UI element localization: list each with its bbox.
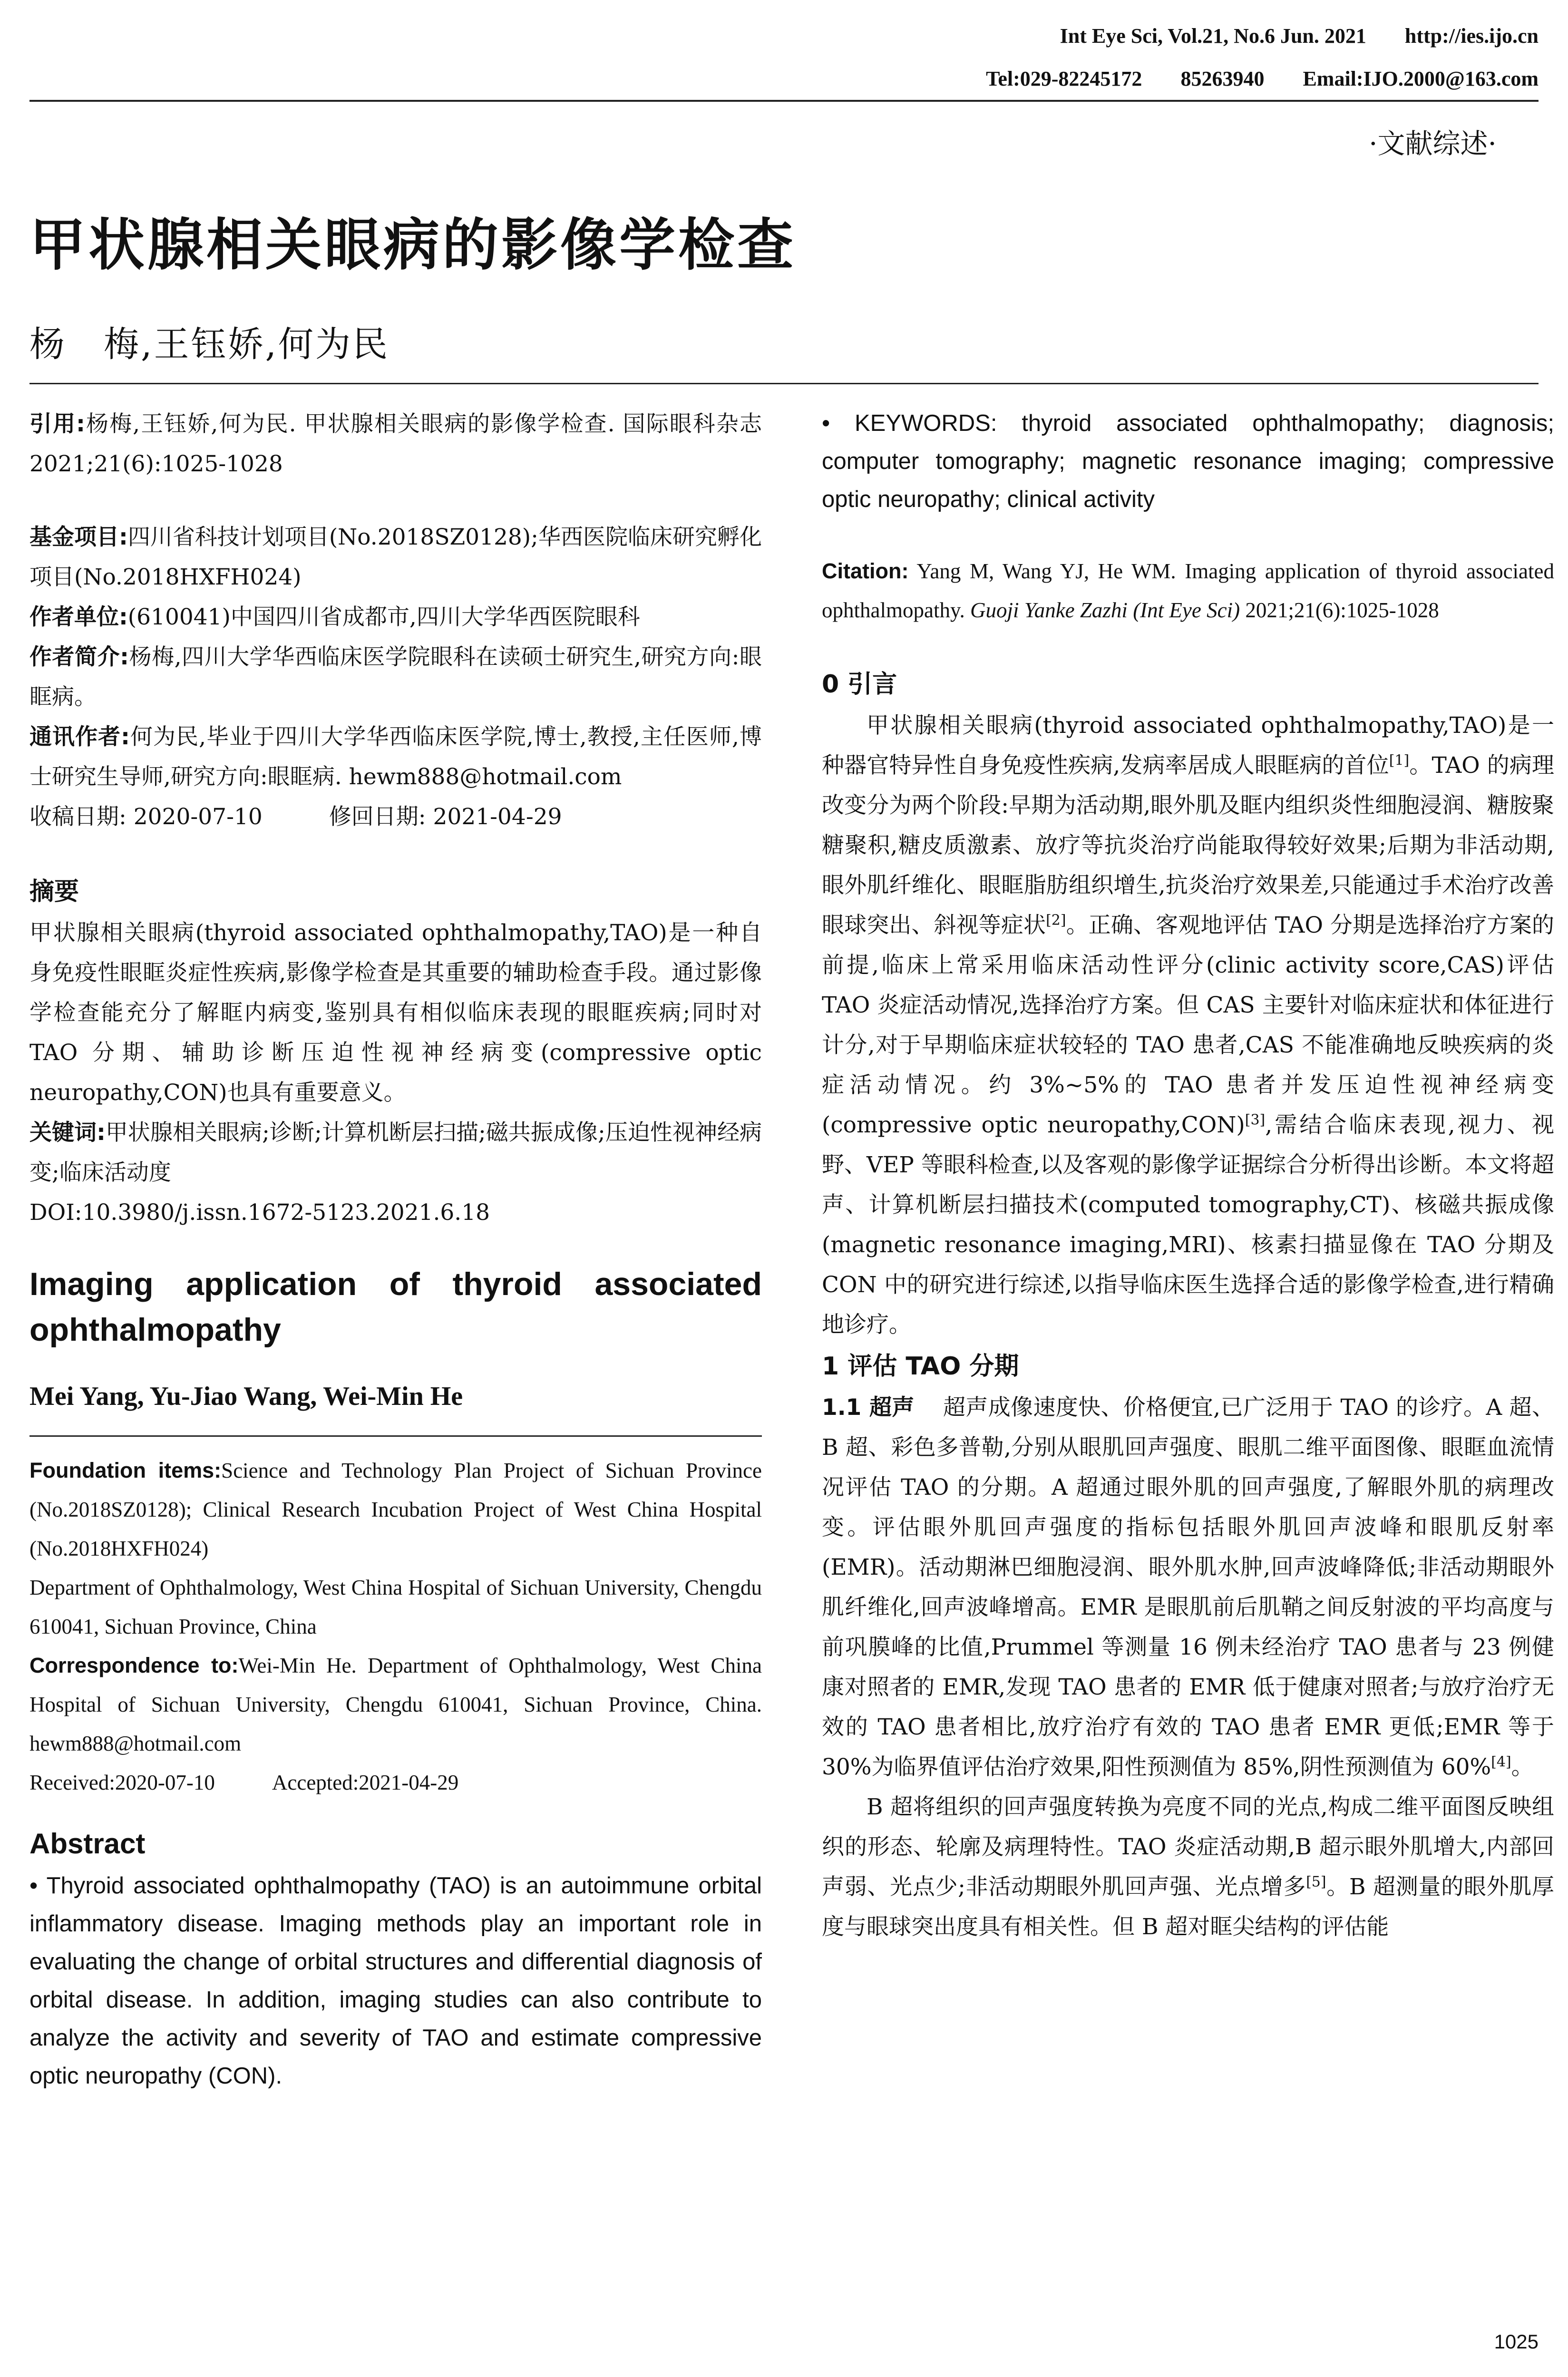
right-column — [822, 404, 1554, 1947]
english-citation-journal-en: (Int Eye Sci) — [1133, 598, 1240, 622]
reference-marker: [1] — [1389, 752, 1410, 769]
english-title: Imaging application of thyroid associated ophthalmopathy — [29, 1266, 762, 1348]
corr-block — [29, 717, 762, 797]
reference-marker: [4] — [1491, 1754, 1511, 1771]
english-accepted: Accepted:2021-04-29 — [272, 1771, 459, 1794]
fund-label: 基金项目: — [29, 524, 128, 550]
received-date: 收稿日期: 2020-07-10 — [29, 804, 263, 830]
intro-text-4: ,需结合临床表现,视力、视野、VEP 等眼科检查,以及客观的影像学证据综合分析得出诊断。本文将超声、计算机断层扫描技术(computed tomography,CT)、核磁共振成像(magnetic resonance imaging,MRI)、核素扫描显像在 TAO 分期及 CON 中的研究进行综述,以指导临床医生选择合适的影像学检查,进行精确地诊疗。 — [822, 1112, 1554, 1338]
citation-label: 引用: — [29, 411, 85, 437]
section11-text-end: 。 — [1511, 1754, 1534, 1780]
intro-text-3: 。正确、客观地评估 TAO 分期是选择治疗方案的前提,临床上常采用临床活动性评分(clinic activity score,CAS)评估 TAO 炎症活动情况,选择治疗方案。但 CAS 主要针对临床症状和体征进行计分,对于早期临床症状较轻的 TAO 患者,CAS 不能准确地反映疾病的炎症活动情况。约 3%~5%的 TAO 患者并发压迫性视神经病变(compressive optic neuropathy,CON) — [822, 912, 1555, 1138]
bio-text: 杨梅,四川大学华西临床医学院眼科在读硕士研究生,研究方向:眼眶病。 — [29, 644, 762, 710]
reference-marker: [3] — [1245, 1111, 1266, 1129]
article-authors: 杨 梅,王钰娇,何为民 — [29, 324, 390, 365]
english-abstract-text: • Thyroid associated ophthalmopathy (TAO) is an autoimmune orbital inflammatory disease. Imaging methods play an important role in evaluating the change of orbital structures and differential diagnosis of orbital disease. In addition, imaging studies can also contribute to analyze the activity and severity of TAO and estimate compressive optic neuropathy (CON). — [29, 1873, 762, 2089]
doi: DOI:10.3980/j.issn.1672-5123.2021.6.18 — [29, 1199, 490, 1226]
dates-block — [29, 797, 762, 837]
keywords-text: 甲状腺相关眼病;诊断;计算机断层扫描;磁共振成像;压迫性视神经病变;临床活动度 — [29, 1120, 762, 1186]
foundation-text: Science and Technology Plan Project of Sichuan Province (No.2018SZ0128); Clinical Research Incubation Project of West China Hospital (No.2018HXFH024) — [29, 1459, 762, 1560]
english-citation-text: Yang M, Wang YJ, He WM. Imaging application of thyroid associated ophthalmopathy. — [822, 559, 1554, 622]
section11-text-2: B 超将组织的回声强度转换为亮度不同的光点,构成二维平面图反映组织的形态、轮廓及病理特性。TAO 炎症活动期,B 超示眼外肌增大,内部回声弱、光点少;非活动期眼外肌回声强、光点增多 — [822, 1794, 1554, 1900]
intro-heading: 0 引言 — [822, 670, 897, 699]
fund-block — [29, 517, 762, 597]
section11-text: 超声成像速度快、价格便宜,已广泛用于 TAO 的诊疗。A 超、B 超、彩色多普勒,分别从眼肌回声强度、眼肌二维平面图像、眼眶血流情况评估 TAO 的分期。A 超通过眼外肌的回声强度,了解眼外肌的病理改变。评估眼外肌回声强度的指标包括眼外肌回声波峰和眼肌反射率(EMR)。活动期淋巴细胞浸润、眼外肌水肿,回声波峰降低;非活动期眼外肌纤维化,回声波峰增高。EMR 是眼肌前后肌鞘之间反射波的平均高度与前巩膜峰的比值,Prummel 等测量 16 例未经治疗 TAO 患者与 23 例健康对照者的 EMR,发现 TAO 患者的 EMR 低于健康对照者;与放疗治疗无效的 TAO 患者相比,放疗治疗有效的 TAO 患者 EMR 更低;EMR 等于 30%为临界值评估治疗效果,阳性预测值为 85%,阴性预测值为 60% — [822, 1394, 1555, 1780]
english-citation-volume: 2021;21(6):1025-1028 — [1245, 598, 1439, 622]
fund-text: 四川省科技计划项目(No.2018SZ0128);华西医院临床研究孵化项目(No.2018HXFH024) — [29, 524, 762, 590]
english-citation-label: Citation: — [822, 559, 909, 583]
english-keywords: • KEYWORDS: thyroid associated ophthalmopathy; diagnosis; computer tomography; magnetic resonance imaging; compressive optic neuropathy; clinical activity — [822, 410, 1554, 512]
foundation-block — [29, 1451, 762, 1568]
abstract-text: 甲状腺相关眼病(thyroid associated ophthalmopathy,TAO)是一种自身免疫性眼眶炎症性疾病,影像学检查是其重要的辅助检查手段。通过影像学检查能充分了解眶内病变,鉴别具有相似临床表现的眼眶疾病;同时对 TAO 分期、辅助诊断压迫性视神经病变(compressive optic neuropathy,CON)也具有重要意义。 — [29, 920, 762, 1106]
citation-block — [29, 404, 762, 484]
english-received: Received:2020-07-10 — [29, 1771, 215, 1794]
abstract-heading: 摘要 — [29, 877, 79, 906]
bio-block — [29, 637, 762, 717]
article-category: ·文献综述· — [1369, 127, 1497, 160]
unit-block — [29, 597, 762, 637]
unit-label: 作者单位: — [29, 604, 128, 630]
english-abstract-heading: Abstract — [29, 1828, 146, 1860]
journal-tel: Tel:029-82245172 — [986, 67, 1142, 90]
english-authors: Mei Yang, Yu-Jiao Wang, Wei-Min He — [29, 1382, 463, 1411]
keywords-block — [29, 1113, 762, 1193]
reference-marker: [2] — [1046, 912, 1066, 929]
section1-heading: 1 评估 TAO 分期 — [822, 1352, 1019, 1381]
corr-label: 通讯作者: — [29, 724, 130, 750]
left-column — [29, 404, 762, 2095]
journal-tel2: 85263940 — [1180, 67, 1265, 90]
intro-paragraph — [822, 706, 1554, 1345]
section11-label: 1.1 超声 — [822, 1394, 915, 1421]
journal-url: http://ies.ijo.cn — [1404, 24, 1539, 48]
section11-paragraph-2 — [822, 1787, 1554, 1947]
journal-email: Email:IJO.2000@163.com — [1303, 67, 1539, 90]
journal-header-line1 — [1027, 24, 1539, 48]
bio-label: 作者简介: — [29, 644, 129, 670]
citation-text: 杨梅,王钰娇,何为民. 甲状腺相关眼病的影像学检查. 国际眼科杂志 2021;21(6):1025-1028 — [29, 411, 762, 477]
english-dates — [29, 1763, 762, 1802]
journal-header-line2 — [953, 67, 1539, 91]
reference-marker: [5] — [1306, 1873, 1326, 1890]
section11-paragraph — [822, 1388, 1554, 1787]
correspondence-text: Wei-Min He. Department of Ophthalmology, West China Hospital of Sichuan University, Chengdu 610041, Sichuan Province, China. hewm888@hotmail.com — [29, 1654, 762, 1755]
keywords-label: 关键词: — [29, 1120, 106, 1146]
correspondence-block — [29, 1646, 762, 1763]
english-citation-journal: Guoji Yanke Zazhi — [970, 598, 1128, 622]
english-citation — [822, 552, 1554, 630]
foundation-label: Foundation items: — [29, 1458, 222, 1482]
intro-text-1: 甲状腺相关眼病(thyroid associated ophthalmopathy,TAO)是一种器官特异性自身免疫性疾病,发病率居成人眼眶病的首位 — [822, 712, 1554, 779]
department-text: Department of Ophthalmology, West China Hospital of Sichuan University, Chengdu 610041, Sichuan Province, China — [29, 1576, 762, 1638]
intro-text-2: 。TAO 的病理改变分为两个阶段:早期为活动期,眼外肌及眶内组织炎性细胞浸润、糖胺聚糖聚积,糖皮质激素、放疗等抗炎治疗尚能取得较好效果;后期为非活动期,眼外肌纤维化、眼眶脂肪组织增生,抗炎治疗效果差,只能通过手术治疗改善眼球突出、斜视等症状 — [822, 752, 1554, 938]
page-number: 1025 — [1494, 2330, 1539, 2353]
article-title: 甲状腺相关眼病的影像学检查 — [29, 212, 797, 278]
revised-date: 修回日期: 2021-04-29 — [329, 804, 562, 830]
header-rule — [29, 100, 1539, 102]
title-rule — [29, 383, 1539, 384]
journal-info: Int Eye Sci, Vol.21, No.6 Jun. 2021 — [1060, 24, 1366, 48]
corr-text: 何为民,毕业于四川大学华西临床医学院,博士,教授,主任医师,博士研究生导师,研究方向:眼眶病. hewm888@hotmail.com — [29, 724, 762, 790]
correspondence-label: Correspondence to: — [29, 1653, 239, 1677]
unit-text: (610041)中国四川省成都市,四川大学华西医院眼科 — [127, 604, 640, 630]
english-authors-rule — [29, 1435, 762, 1437]
section11-text-2-end: 。B 超测量的眼外肌厚度与眼球突出度具有相关性。但 B 超对眶尖结构的评估能 — [822, 1874, 1554, 1940]
